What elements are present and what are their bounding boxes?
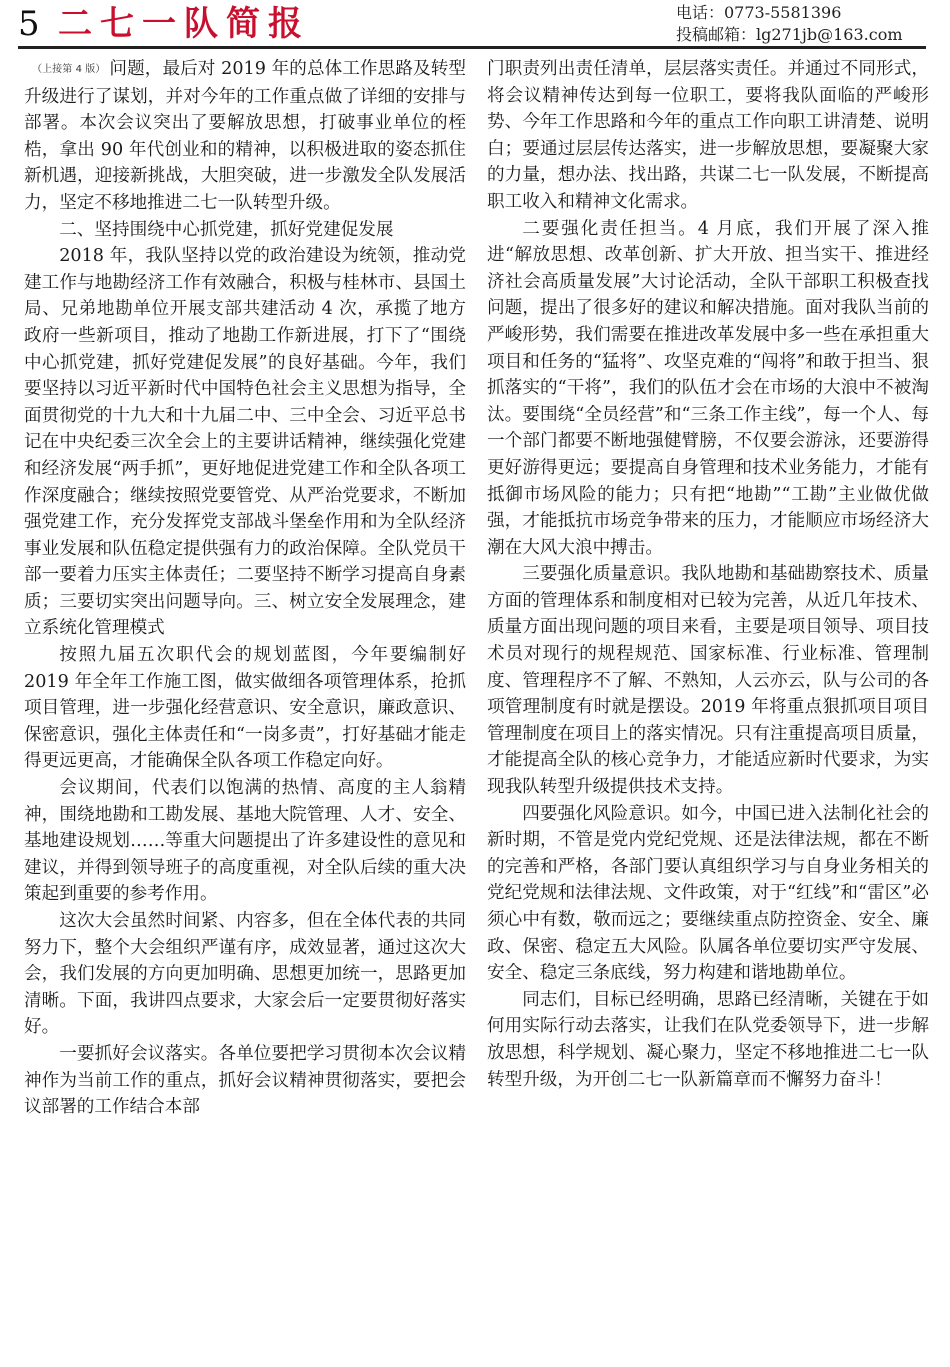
paragraph [24,56,466,217]
paragraph: 二要强化责任担当。4 月底，我们开展了深入推进“解放思想、改革创新、扩大开放、担当实干、推进经济社会高质量发展”大讨论活动，全队干部职工积极查找问题，提出了很多好的建议和解决措施。面对我队当前的严峻形势，我们需要在推进改革发展中多一些在承担重大项目和任务的“猛将”、攻坚克难的“闯将”和敢于担当、狠抓落实的“干将”，我们的队伍才会在市场的大浪中不被淘汰。要围绕“全员经营”和“三条工作主线”，每一个人、每一个部门都要不断地强健臂膀，不仅要会游泳，还要游得更好游得更远；要提高自身管理和技术业务能力，才能有抵御市场风险的能力；只有把“地勘”“工勘”主业做优做强，才能抵抗市场竞争带来的压力，才能顺应市场经济大潮在大风大浪中搏击。 [487,218,929,558]
page-number: 5 [18,4,40,44]
continued-note: （上接第 4 版） [32,64,106,75]
paragraph: 2018 年，我队坚持以党的政治建设为统领，推动党建工作与地勘经济工作有效融合，积极与桂林市、县国土局、兄弟地勘单位开展支部共建活动 4 次，承揽了地方政府一些新项目，推动了地勘工作新进展，打下了“围绕中心抓党建，抓好党建促发展”的良好基础。今年，我们要坚持以习近平新时代中国特色社会主义思想为指导，全面贯彻党的十九大和十九届二中、三中全会、习近平总书记在中央纪委三次全会上的主要讲话精神，继续强化党建和经济发展“两手抓”，更好地促进党建工作和全队各项工作深度融合；继续按照党要管党、从严治党要求，不断加强党建工作，充分发挥党支部战斗堡垒作用和为全队经济事业发展和队伍稳定提供强有力的政治保障。全队党员干部一要着力压实主体责任；二要坚持不断学习提高自身素质；三要切实突出问题导向。三、树立安全发展理念，建立系统化管理模式 [24,246,466,639]
paragraph: 四要强化风险意识。如今，中国已进入法制化社会的新时期，不管是党内党纪党规、还是法律法规，都在不断的完善和严格，各部门要认真组织学习与自身业务相关的党纪党规和法律法规、文件政策，对于“红线”和“雷区”必须心中有数，敬而远之；要继续重点防控资金、安全、廉政、保密、稳定五大风险。队属各单位要切实严守发展、安全、稳定三条底线，努力构建和谐地勘单位。 [487,803,929,984]
contact-info [676,2,903,46]
paragraph: 会议期间，代表们以饱满的热情、高度的主人翁精神，围绕地勘和工勘发展、基地大院管理、人才、安全、基地建设规划……等重大问题提出了许多建设性的意见和建议，并得到领导班子的高度重视，对全队后续的重大决策起到重要的参考作用。 [24,778,466,905]
paragraph: 门职责列出责任清单，层层落实责任。并通过不同形式，将会议精神传达到每一位职工，要将我队面临的严峻形势、今年工作思路和今年的重点工作向职工讲清楚、说明白；要通过层层传达落实，进一步解放思想，要凝聚大家的力量，想办法、找出路，共谋二七一队发展，不断提高职工收入和精神文化需求。 [487,59,929,212]
section-heading: 二、坚持围绕中心抓党建，抓好党建促发展 [59,219,394,240]
article-column-left [24,56,466,1121]
paragraph: 同志们，目标已经明确，思路已经清晰，关键在于如何用实际行动去落实，让我们在队党委领导下，进一步解放思想，科学规划、凝心聚力，坚定不移地推进二七一队转型升级，为开创二七一队新篇章而不懈努力奋斗！ [487,989,929,1090]
paragraph: 按照九届五次职代会的规划蓝图，今年要编制好 2019 年全年工作施工图，做实做细各项管理体系，抢抓项目管理，进一步强化经营意识、安全意识，廉政意识、保密意识，强化主体责任和“一岗多责”，打好基础才能走得更远更高，才能确保全队各项工作稳定向好。 [24,645,466,772]
masthead [18,2,930,48]
phone-line: 电话：0773-5581396 [676,3,842,22]
paragraph: 一要抓好会议落实。各单位要把学习贯彻本次会议精神作为当前工作的重点，抓好会议精神贯彻落实，要把会议部署的工作结合本部 [24,1043,466,1118]
email-line: 投稿邮箱：lg271jb@163.com [676,25,903,44]
paragraph: 这次大会虽然时间紧、内容多，但在全体代表的共同努力下，整个大会组织严谨有序，成效显著，通过这次大会，我们发展的方向更加明确、思想更加统一，思路更加清晰。下面，我讲四点要求，大家会后一定要贯彻好落实好。 [24,911,466,1038]
paragraph: 三要强化质量意识。我队地勘和基础勘察技术、质量方面的管理体系和制度相对已较为完善，从近几年技术、质量方面出现问题的项目来看，主要是项目领导、项目技术员对现行的规程规范、国家标准、行业标准、管理制度、管理程序不了解、不熟知，人云亦云，队与公司的各项管理制度有时就是摆设。2019 年将重点狠抓项目项目管理制度在项目上的落实情况。只有注重提高项目质量，才能提高全队的核心竞争力，才能适应新时代要求，为实现我队转型升级提供技术支持。 [487,564,929,798]
newspaper-title: 二七一队简报 [58,4,310,44]
article-column-right [487,56,929,1093]
header-rule [18,46,926,49]
paragraph-text: 问题，最后对 2019 年的总体工作思路及转型升级进行了谋划，并对今年的工作重点做了详细的安排与部署。本次会议突出了要解放思想，打破事业单位的桎梏，拿出 90 年代创业和的精神，以积极进取的姿态抓住新机遇，迎接新挑战，大胆突破，进一步激发全队发展活力，坚定不移地推进二七一队转型升级。 [24,59,466,213]
